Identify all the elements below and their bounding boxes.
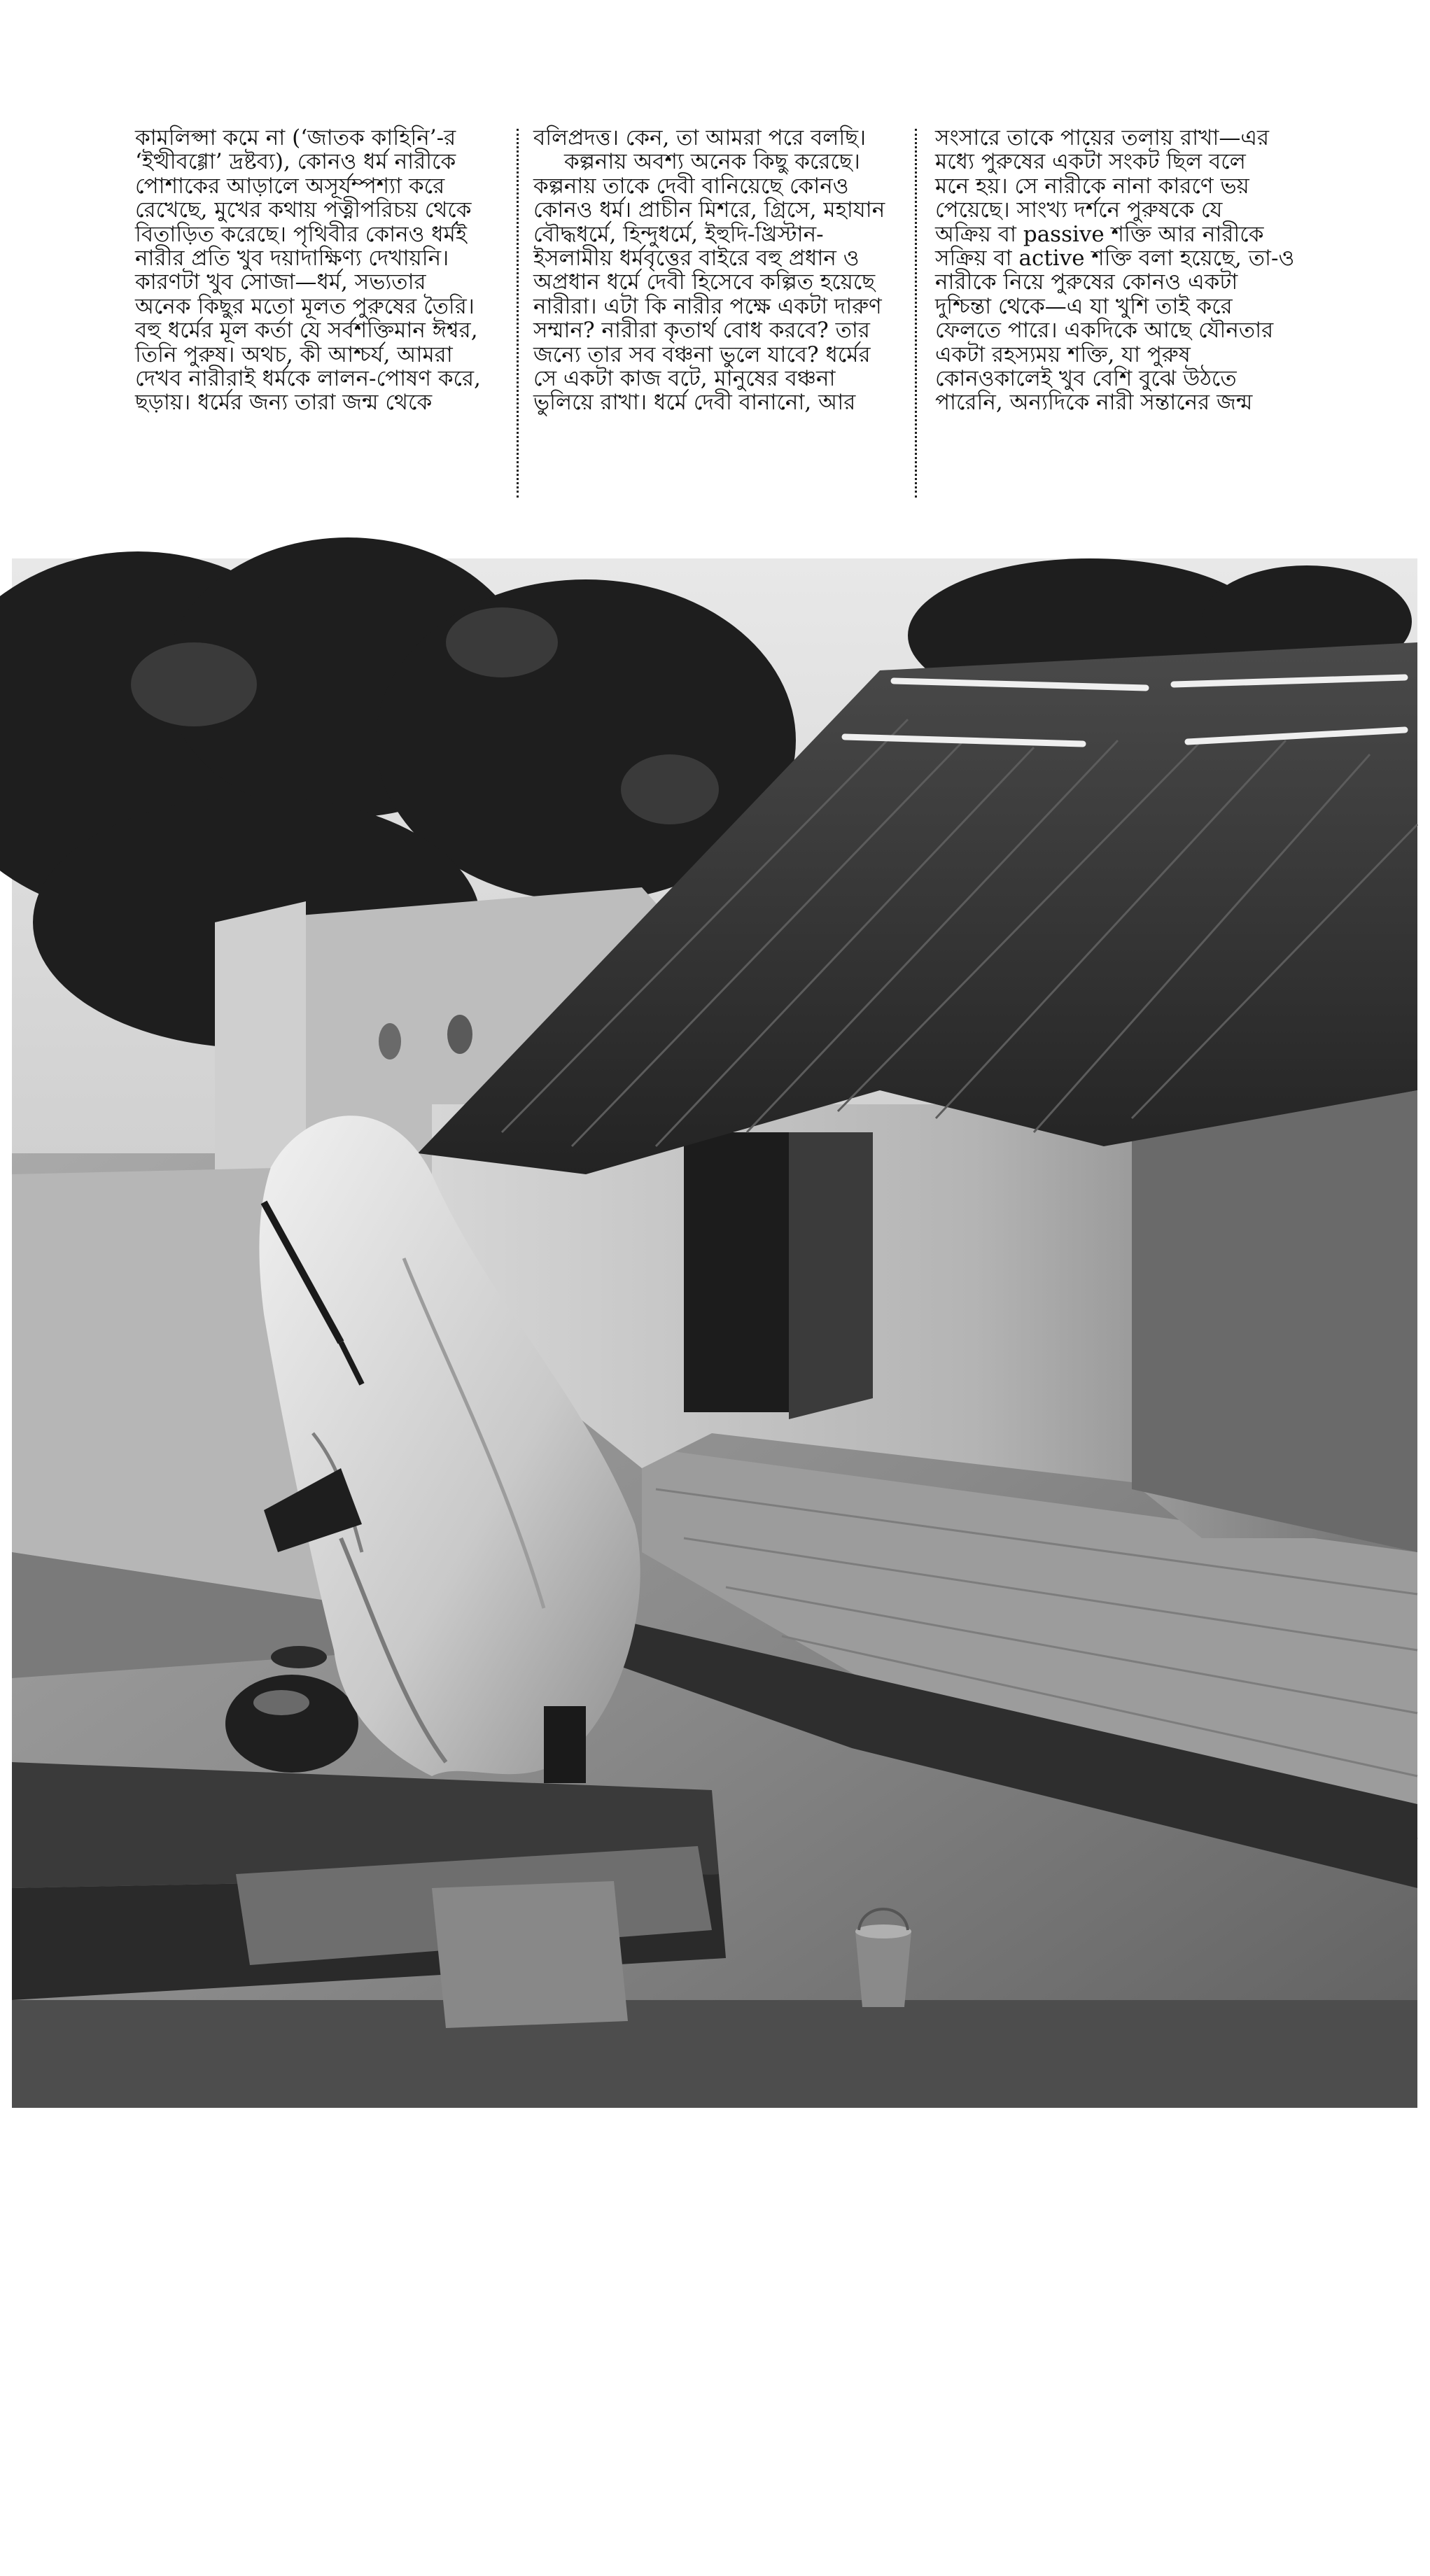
column-3-line: দুশ্চিন্তা থেকে—এ যা খুশি তাই করে	[935, 293, 1233, 319]
column-3-line: একটা রহস্যময় শক্তি, যা পুরুষ	[935, 342, 1191, 367]
column-3-line: মনে হয়। সে নারীকে নানা কারণে ভয়	[935, 173, 1249, 199]
column-3-line: কোনওকালেই খুব বেশি বুঝে উঠতে	[935, 365, 1237, 391]
column-2-line: ভুলিয়ে রাখা। ধর্মে দেবী বানানো, আর	[533, 390, 856, 416]
column-2-line: কোনও ধর্ম। প্রাচীন মিশরে, গ্রিসে, মহাযান	[533, 197, 885, 223]
column-1-line: দেখব নারীরাই ধর্মকে লালন-পোষণ করে,	[135, 365, 481, 391]
column-2-line: বলিপ্রদত্ত। কেন, তা আমরা পরে বলছি।	[533, 125, 867, 150]
column-2-line: ইসলামীয় ধর্মবৃত্তের বাইরে বহু প্রধান ও	[533, 245, 860, 271]
column-1-line: কামলিপ্সা কমে না (‘জাতক কাহিনি’-র	[135, 125, 456, 150]
column-2-line: সে একটা কাজ বটে, মানুষের বঞ্চনা	[533, 365, 836, 391]
village-well-photograph	[12, 558, 1417, 2570]
column-divider-2	[915, 129, 917, 498]
column-2-line: নারীরা। এটা কি নারীর পক্ষে একটা দারুণ	[533, 293, 882, 319]
page-folio: রোববার ১৭	[1191, 2545, 1293, 2570]
column-divider-1	[517, 129, 519, 498]
column-3-line: নারীকে নিয়ে পুরুষের কোনও একটা	[935, 269, 1238, 295]
column-1-line: অনেক কিছুর মতো মূলত পুরুষের তৈরি।	[135, 293, 475, 319]
column-1-line: ‘ইত্থীবগ্গো’ দ্রষ্টব্য), কোনও ধর্ম নারীকে	[135, 149, 456, 175]
column-2-line: জন্যে তার সব বঞ্চনা ভুলে যাবে? ধর্মের	[533, 342, 871, 367]
column-3-line: মধ্যে পুরুষের একটা সংকট ছিল বলে	[935, 149, 1246, 175]
column-1-line: কারণটা খুব সোজা—ধর্ম, সভ্যতার	[135, 269, 426, 295]
column-1-line: পোশাকের আড়ালে অসূর্যম্পশ্যা করে	[135, 173, 445, 199]
column-3-line: অক্রিয় বা passive শক্তি আর নারীকে	[935, 221, 1264, 247]
column-3-line: সক্রিয় বা active শক্তি বলা হয়েছে, তা-ও	[935, 245, 1295, 271]
column-2-line: বৌদ্ধধর্মে, হিন্দুধর্মে, ইহুদি-খ্রিস্টান-	[533, 221, 824, 247]
column-1-line: রেখেছে, মুখের কথায় পত্নীপরিচয় থেকে	[135, 197, 472, 223]
column-2-line: কল্পনায় অবশ্য অনেক কিছু করেছে।	[564, 149, 860, 175]
column-2-line: কল্পনায় তাকে দেবী বানিয়েছে কোনও	[533, 173, 849, 199]
article-text-columns	[0, 126, 1430, 518]
column-1-line: ছড়ায়। ধর্মের জন্য তারা জন্ম থেকে	[135, 390, 433, 416]
column-1-line: বিতাড়িত করেছে। পৃথিবীর কোনও ধর্মই	[135, 221, 468, 247]
text-column-3	[935, 126, 1306, 415]
text-column-1	[135, 126, 506, 415]
column-1-line: বহু ধর্মের মূল কর্তা যে সর্বশক্তিমান ঈশ্বর,	[135, 318, 478, 344]
column-3-line: সংসারে তাকে পায়ের তলায় রাখা—এর	[935, 125, 1270, 150]
text-column-2	[533, 126, 904, 415]
column-3-line: পেয়েছে। সাংখ্য দর্শনে পুরুষকে যে	[935, 197, 1223, 223]
column-2-line: অপ্রধান ধর্মে দেবী হিসেবে কল্পিত হয়েছে	[533, 269, 876, 295]
column-3-line: পারেনি, অন্যদিকে নারী সন্তানের জন্ম	[935, 390, 1253, 416]
column-1-line: নারীর প্রতি খুব দয়াদাক্ষিণ্য দেখায়নি।	[135, 245, 449, 271]
column-1-line: তিনি পুরুষ। অথচ, কী আশ্চর্য, আমরা	[135, 342, 453, 367]
column-3-line: ফেলতে পারে। একদিকে আছে যৌনতার	[935, 318, 1274, 344]
column-2-line: সম্মান? নারীরা কৃতার্থ বোধ করবে? তার	[533, 318, 870, 344]
